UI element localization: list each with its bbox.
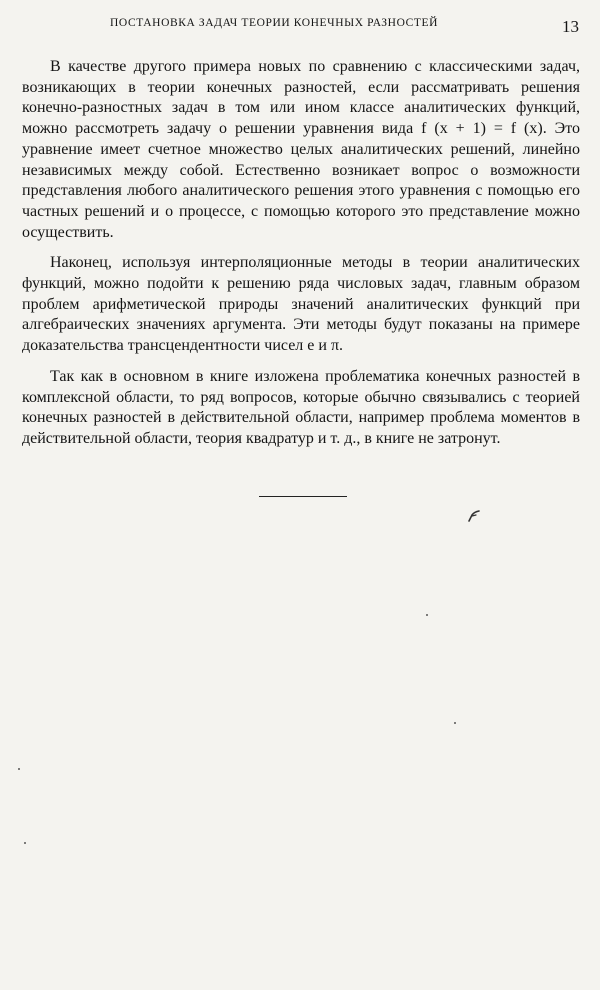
page-number: 13 [562,17,579,36]
speck-2 [454,722,456,724]
ink-smudge-mark [466,508,482,524]
speck-4 [24,842,26,844]
body-text [22,57,580,450]
speck-1 [426,614,428,616]
running-header: ПОСТАНОВКА ЗАДАЧ ТЕОРИИ КОНЕЧНЫХ РАЗНОСТЕЙ [110,17,439,29]
paragraph-1: В качестве другого примера новых по сравнению с классическими задач, возникающих в теории конечных разностей, если рассматривать решения конечно-разностных задач в том или ином классе аналитических функций, можно рассмотреть задачу о решении уравнения вида f (x + 1) = f (x). Это уравнение имеет счетное множество целых аналитических решений, линейно независимых между собой. Естественно возникает вопрос о возможности представления любого аналитического решения этого уравнения с помощью его частных решений и о процессе, с помощью которого это представление можно осуществить. [22,58,580,241]
paragraph-2: Наконец, используя интерполяционные методы в теории аналитических функций, можно подойти к решению ряда числовых задач, главным образом проблем арифметической природы значений аналитических функций при алгебраических значениях аргумента. Эти методы будут показаны на примере доказательства трансцендентности чисел e и π. [22,254,580,355]
section-end-rule [259,496,347,497]
paragraph-3: Так как в основном в книге изложена проблематика конечных разностей в комплексной области, то ряд вопросов, которые обычно связывались с теорией конечных разностей в действительной области, например проблема моментов в действительной области, теория квадратур и т. д., в книге не затронут. [22,367,580,447]
speck-3 [18,768,20,770]
